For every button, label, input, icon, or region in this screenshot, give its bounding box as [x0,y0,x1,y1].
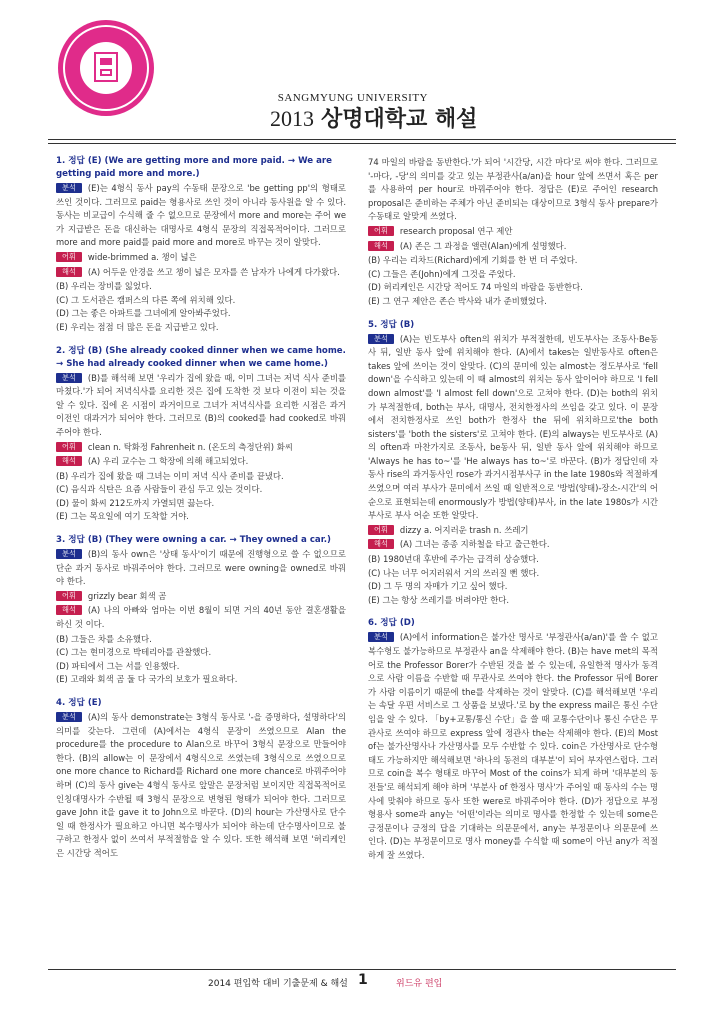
vocab-tag: 어휘 [56,591,82,601]
q5-vocab-text: dizzy a. 어지러운 trash n. 쓰레기 [399,524,529,535]
q2-vocab-text: clean n. 탁화정 Fahrenheit n. (온도의 측정단위) 화씨 [87,441,293,452]
q4-line: (E) 그 연구 제안은 존슨 박사와 내가 준비했었다. [368,295,547,306]
q2-line: (E) 그는 목요일에 여기 도착할 거야. [56,511,189,522]
page-title [270,102,477,133]
seal-emblem-icon [94,52,118,82]
left-column [56,155,346,862]
seal-inner [80,42,132,94]
q5-translation [368,538,658,552]
footer-title: 2014 편입학 대비 기출문제 & 해설 [208,979,348,989]
q5-line: (D) 그 두 명의 자매가 기고 싶어 했다. [368,581,508,592]
q4-line: (B) 우리는 리차드(Richard)에게 기회를 한 번 더 주었다. [368,255,578,266]
q4-line: (A) 존은 그 과정을 앨런(Alan)에게 설명했다. [399,240,567,251]
vocab-tag: 어휘 [56,252,82,262]
q2-line: (C) 음식과 식탄은 요즘 사람들이 관심 두고 있는 것이다. [56,484,263,495]
q5-line: (B) 1980년대 후반에 주가는 급격히 상승했다. [368,554,539,565]
q3-line: (B) 그들은 차를 소유했다. [56,633,152,644]
q3-translation [56,604,346,631]
vocab-tag: 어휘 [368,525,394,535]
q5-line: (E) 그는 항상 쓰레기를 버려야만 한다. [368,594,510,605]
q2-analysis [56,372,346,440]
q1-line: (D) 그는 좋은 아파트를 그녀에게 알아봐주었다. [56,308,231,319]
q4-analysis [56,711,346,861]
q1-line: (B) 우리는 장비를 잃었다. [56,281,152,292]
q2-line: (B) 우리가 집에 왔을 때 그녀는 이미 저녁 식사 준비를 끝냈다. [56,470,284,481]
q1-analysis [56,182,346,250]
footer-rule [48,969,676,970]
q4-line: (D) 허리케인은 시간당 적어도 74 마일의 바람을 동반한다. [368,282,583,293]
q2-vocab [56,441,346,455]
q1-line: (C) 그 도서관은 캠퍼스의 다른 쪽에 위치해 있다. [56,294,236,305]
title-text: 상명대학교 해설 [321,107,478,132]
q3-vocab [56,590,346,604]
title-year: 2013 [270,106,314,131]
q1-line: (A) 어두운 안경을 쓰고 챙이 넓은 모자를 쓴 남자가 나에게 다가왔다. [87,266,340,277]
q1-analysis-text: (E)는 4형식 동사 pay의 수동태 문장으로 'be getting pp'의 형태로 쓰인 것이다. 그러므로 paid는 형용사로 쓰인 것이 아니라 동사원을 알 수 있다. 동사는 비교급이 수식해 줄 수 없으므로 문장에서 more and more는 주어 we가 지급받은 돈을 대신하는 대명사로 4형식 문장의 직접목적어이다. 그러므로 more and more paid를 paid more and more로 바꾸는 것이 알맞다. [56,183,346,248]
q3-line: (C) 그는 현미경으로 박테리아를 관찰했다. [56,647,212,658]
q1-vocab [56,251,346,265]
translation-tag: 해석 [368,241,394,251]
q4-answer-heading: 4. 정답 (E) [56,698,102,708]
header-rule-thin [48,143,676,144]
q3-line: (E) 고래와 회색 곰 둘 다 국가의 보호가 필요하다. [56,674,238,685]
q2-line: (D) 물이 화씨 212도까지 가열되면 끓는다. [56,497,215,508]
analysis-tag: 분석 [56,373,82,383]
q1-vocab-text: wide-brimmed a. 챙이 넓은 [87,251,197,262]
q2-translation [56,455,346,469]
q1-answer-heading: 1. 정답 (E) (We are getting more and more paid. → We are getting paid more and more.) [56,156,332,179]
q4-analysis-text: (A)의 동사 demonstrate는 3형식 동사로 '-을 증명하다, 설명하다'의 의미를 갖는다. 그런데 (A)에서는 4형식 문장이 쓰였으므로 Alan the procedure를 the procedure to Alan으로 바꾸어 3형식 문장으로 만들어야 한다. (B)의 allow는 이 문장에서 4형식으로 쓰였는데 3형식으로 쓰였으므로 one more chance to Richard를 Richard one more chance로 바꿔주어야 하며 (C)의 동사 give는 4형식 동사로 앞말은 문장처럼 보이지만 직접목적어로 인칭대명사가 수반될 때 3형식 문장으로 변형된 형태가 되어야 한다. 그러므로 gave John it을 gave it to John으로 바꾼다. (D)의 hour는 가산명사로 단수일 때 한정사가 필요하고 아니면 복수명사가 되어야 하는데 단수명사이므로 불구하고 한정사 없이 쓰여서 부적절함을 알 수 있다. 또한 해석해 보면 '허리케인은 시간당 적어도 [56,712,346,858]
q1-translation [56,266,346,280]
vocab-tag: 어휘 [56,442,82,452]
q1-line: (E) 우리는 점점 더 많은 돈을 지급받고 있다. [56,321,219,332]
header-rule [48,139,676,140]
q5-analysis [368,333,658,523]
vocab-tag: 어휘 [368,226,394,236]
q3-line: (D) 파티에서 그는 서를 인용했다. [56,660,180,671]
university-seal-icon [58,20,154,116]
footer-publisher: 위드유 편입 [396,979,443,989]
q5-line: (A) 그녀는 종종 지하철을 타고 출근한다. [399,539,550,550]
analysis-tag: 분석 [56,183,82,193]
q3-vocab-text: grizzly bear 회색 곰 [87,590,167,601]
translation-tag: 해석 [56,267,82,277]
analysis-tag: 분석 [368,334,394,344]
q2-analysis-text: (B)를 해석해 보면 '우리가 집에 왔을 때, 이미 그녀는 저녁 식사 준비를 마쳤다.'가 되어 저녁식사를 요리한 것은 집에 도착한 것 보다 이전이 되는 것을 알 수 있다. 집에 온 시점이 과거이므로 그녀가 저녁식사를 요리한 시점은 과거 이전인 대과거가 되어야 한다. 그러므로 (B)의 cooked를 had cooked로 바꿔주어야 한다. [56,372,346,437]
q4-vocab-text: research proposal 연구 제안 [399,225,513,236]
translation-tag: 해석 [56,456,82,466]
translation-tag: 해석 [56,605,82,615]
q3-analysis-text: (B)의 동사 own은 '상태 동사'이기 때문에 진행형으로 쓸 수 없으므로 단순 과거 동사로 바꿔주어야 한다. 그러므로 were owning을 owned로 바꿔야 한다. [56,549,346,587]
q6-analysis [368,631,658,862]
university-name: SANGMYUNG UNIVERSITY [277,92,428,104]
right-column [368,155,658,864]
translation-tag: 해석 [368,539,394,549]
q5-answer-heading: 5. 정답 (B) [368,319,415,330]
q5-line: (C) 나는 너무 어지러워서 거의 쓰러질 뻔 했다. [368,567,540,578]
page-number: 1 [358,972,368,988]
q3-analysis [56,548,346,589]
q4-line: (C) 그들은 존(John)에게 그것을 주었다. [368,268,516,279]
analysis-tag: 분석 [56,549,82,559]
q4-vocab [368,225,658,239]
q4-analysis-continued: 74 마일의 바람을 동반한다.'가 되어 '시간당, 시간 마다'로 써야 한다. 그러므로 '-마다, -당'의 의미를 갖고 있는 부정관사(a/an)을 hour 앞에 쓰면서 혹은 per를 사용하여 per hour로 바꿔주어야 한다. 정답은 (E)로 주어인 research proposal은 준비하는 주체가 아닌 준비되는 대상이므로 3형식 동사 prepare가 수동태로 알맞게 쓰였다. [368,157,658,222]
q5-analysis-text: (A)는 빈도부사 often의 위치가 부적절한데, 빈도부사는 조동사·Be동사 뒤, 일반 동사 앞에 위치해야 한다. (A)에서 takes는 일반동사로 often은 takes 앞에 쓰이는 것이 알맞다. (C)의 문미에 있는 almost는 정도부사로 'fell down'을 수식하고 있는데 이 때 almost의 위치는 동사 앞이어야 하므로 'I fell down almost'를 'I almost fell down'으로 고쳐야 한다. (D)는 both의 위치가 부적절한데, both는 부사, 대명사, 전치한정사의 쓰임을 갖고 있다. 이 문장에서 전치한정사로 쓰인 both가 한정사 the 뒤에 위치하므로'the both sisters'를 'both the sisters'로 고쳐야 한다. (E)의 always는 빈도부사로 (A)의 often과 마찬가지로 조동사, be동사 뒤, 일반 동사 앞에 위치해야 하므로 'Always he has to~'를 'He always has to~'로 바꾼다. (B)가 정답인데 자동사 rise의 과거동사인 rose가 과거시점부사구 in the late 1980s와 적절하게 쓰였으며 여러 부사가 문미에서 쓰일 때 일반적으로 '방법(양태)-장소-시간'의 어순으로 표현되는데 enormously가 방법(양태)부사, in the late 1980s가 시간부사로 부사 어순 또한 알맞다. [368,333,658,521]
q5-vocab [368,524,658,538]
q6-answer-heading: 6. 정답 (D) [368,618,415,629]
analysis-tag: 분석 [368,632,394,642]
analysis-tag: 분석 [56,712,82,722]
q3-line: (A) 나의 아빠와 엄마는 이번 8월이 되면 거의 40년 동안 결혼생활을 하신 것 이다. [56,605,346,630]
q4-translation [368,240,658,254]
q6-analysis-text: (A)에서 information은 불가산 명사로 '부정관사(a/an)'를 쓸 수 없고 복수형도 불가능하므로 부정관사 an을 삭제해야 한다. (B)는 have met의 목적어로 the Professor Borer가 수반된 것을 볼 수 있는데, 유일한적 명사가 동격으로 사람 이름을 수반할 때 무관사로 쓰여야 한다. the Professor 뒤에 Borer가 사람 이름이기 때문에 the를 삭제하는 것이 알맞다. (C)를 해석해보면 '우리는 속달 우편 서비스로 그 상품을 보냈다.'로 by the express mail은 통신 수단임을 알 수 있다. 「by+교통/통신 수단」을 쓸 때 교통수단이나 통신 수단은 무관사로 쓰여야 하므로 express 앞에 정관사 the는 삭제해야 한다. (E)의 Most of는 불가산명사나 가산명사를 모두 수반할 수 있다. coin은 가산명사로 단수형태도 가능하지만 해석해보면 '하나의 동전의 대부분'이 되어 부자연스럽다. 그러므로 coin을 복수 형태로 바꾸어 Most of the coins가 되게 하며 '대부분의 동전들'로 해석되게 해야 하며 '부분사 of 한정사 명사'가 주어일 때 동사의 수는 명사에 맞춰야 하므로 동사 또한 were로 바꿔주어야 한다. (D)가 정답으로 부정 형용사 some과 any는 '어떤'이라는 의미로 명사를 한정할 수 있는데 some은 긍정문이나 긍정의 답을 기대하는 의문문에서, any는 부정문이나 의문문에 쓰인다. (D)는 부정문이므로 명사 money를 수식할 때 some이 아닌 any가 적절하게 잘 쓰였다. [368,632,658,860]
q3-answer-heading: 3. 정답 (B) (They were owning a car. → They owned a car.) [56,535,331,546]
q2-line: (A) 우리 교수는 그 학장에 의해 해고되었다. [87,456,249,467]
q2-answer-heading: 2. 정답 (B) (She already cooked dinner when we came home. → She had already cooked dinner when we came home.) [56,345,346,369]
